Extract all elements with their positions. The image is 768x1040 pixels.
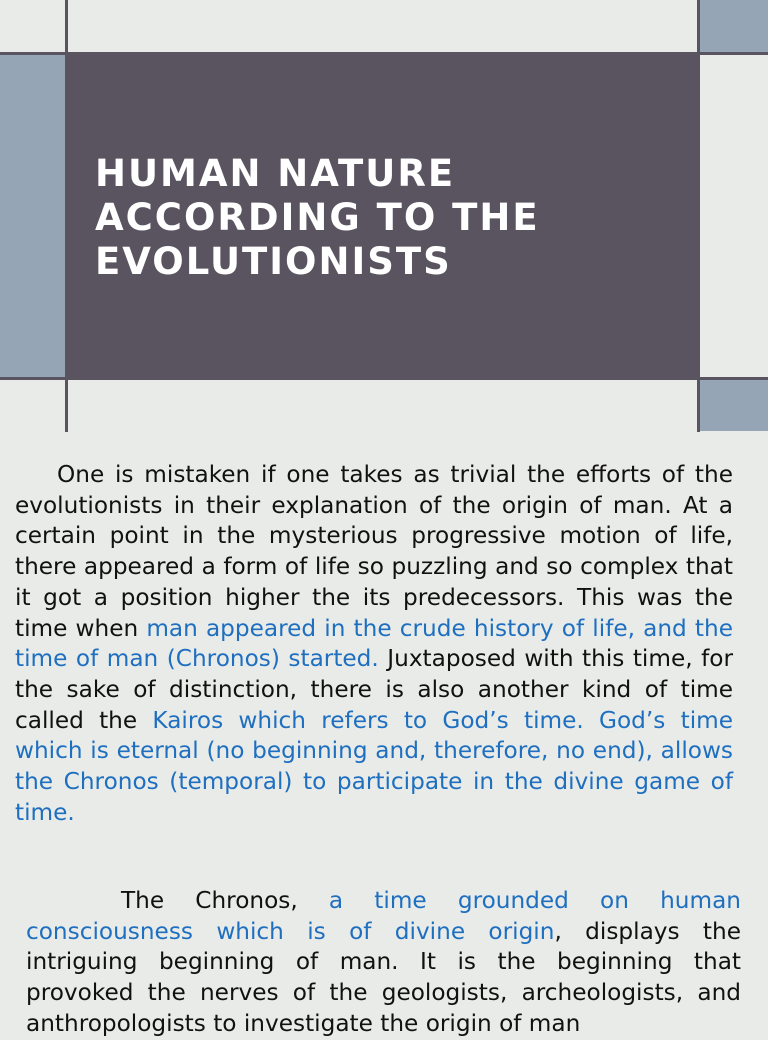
paragraph-1 xyxy=(15,460,733,828)
divider-vertical-right xyxy=(697,0,700,432)
paragraph-1-highlight-a: man appeared in the crude history of life, and the time of man (Chronos) started. xyxy=(15,614,733,673)
divider-horizontal-top xyxy=(0,52,768,55)
divider-vertical-left xyxy=(65,0,68,432)
paragraph-2-text-a: The Chronos, xyxy=(121,887,329,914)
decorative-block-left xyxy=(0,55,65,377)
paragraph-2-highlight: a time grounded on human consciousness which is of divine origin xyxy=(26,887,741,945)
paragraph-1-highlight-b: Kairos which refers to God’s time. God’s time which is eternal (no beginning and, therefore, no end), allows the Chronos (temporal) to participate in the divine game of time. xyxy=(15,706,733,826)
paragraph-1-text-b: Juxtaposed with this time, for the sake of distinction, there is also another kind of time called the xyxy=(15,645,733,734)
slide-title: HUMAN NATURE ACCORDING TO THE EVOLUTIONISTS xyxy=(95,152,540,283)
paragraph-1-text-a: One is mistaken if one takes as trivial the efforts of the evolutionists in their explanation of the origin of man. At a certain point in the mysterious progressive motion of life, there appeared a form of life so puzzling and so complex that it got a position higher the its predecessors. This was the time when xyxy=(15,461,733,642)
paragraph-2-text-b: , displays the intriguing beginning of man. It is the beginning that provoked the nerves of the geologists, archeologists, and anthropologists to investigate the origin of man xyxy=(26,917,741,1037)
divider-horizontal-bottom xyxy=(0,377,768,380)
decorative-block-top-right xyxy=(700,0,768,52)
paragraph-2 xyxy=(26,886,741,1040)
decorative-block-bottom-right xyxy=(700,379,768,431)
